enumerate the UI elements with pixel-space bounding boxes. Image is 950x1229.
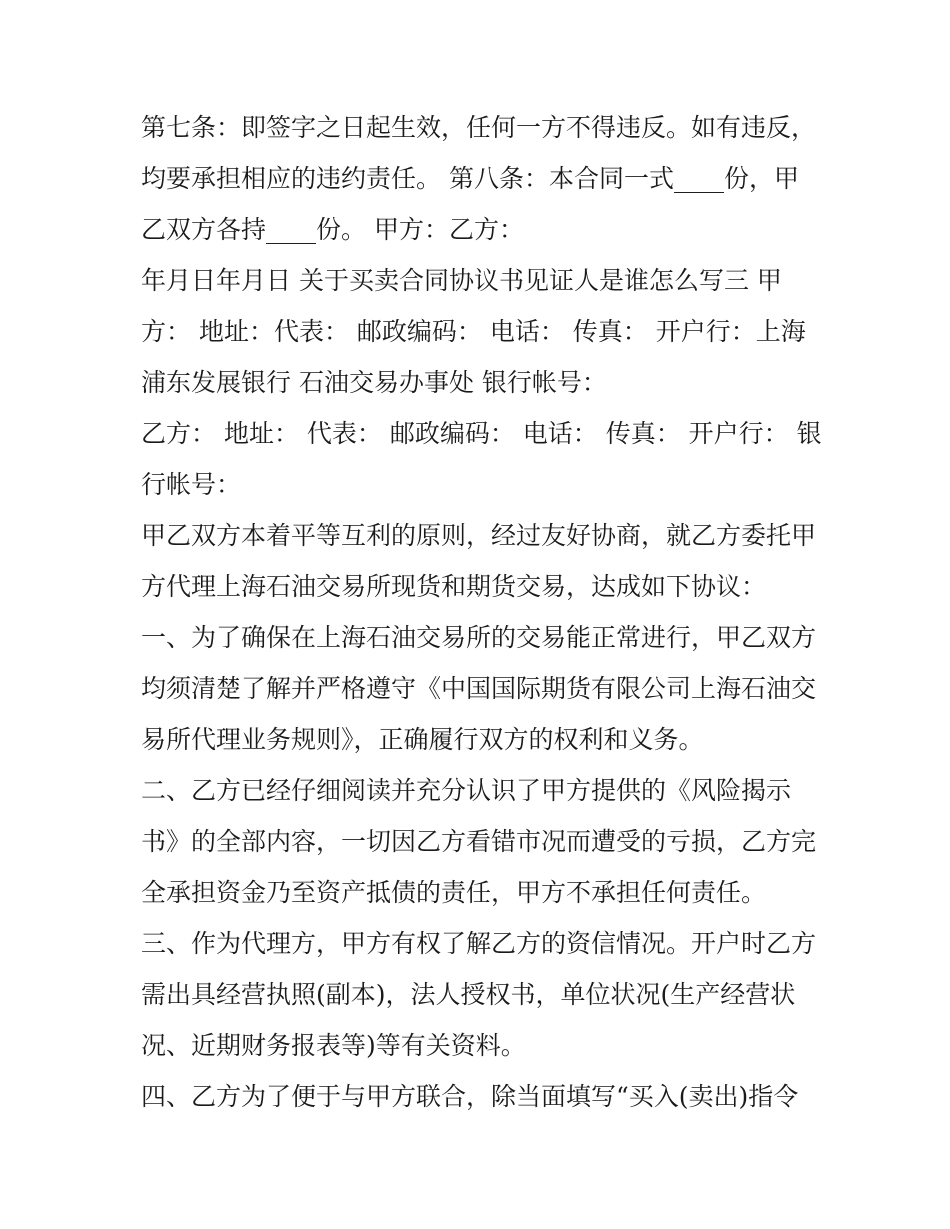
text-line: 三、作为代理方，甲方有权了解乙方的资信情况。开户时乙方 [141, 929, 817, 958]
text-line: 二、乙方已经仔细阅读并充分认识了甲方提供的《风险揭示 [141, 776, 792, 805]
text-line: 浦东发展银行 石油交易办事处 银行帐号： [141, 368, 607, 397]
text-line: 全承担资金乃至资产抵债的责任，甲方不承担任何责任。 [141, 878, 767, 907]
text-line: 需出具经营执照(副本)，法人授权书，单位状况(生产经营状 [141, 980, 796, 1009]
text-line: 均须清楚了解并严格遵守《中国国际期货有限公司上海石油交 [141, 674, 817, 703]
text-line: 行帐号： [141, 470, 242, 499]
text-line: 书》的全部内容，一切因乙方看错市况而遭受的亏损，乙方完 [141, 827, 817, 856]
text-line: 年月日年月日 关于买卖合同协议书见证人是谁怎么写三 甲 [141, 266, 782, 295]
text-line: 况、近期财务报表等)等有关资料。 [141, 1031, 526, 1060]
text-line: 易所代理业务规则》，正确履行双方的权利和义务。 [141, 725, 704, 754]
text-line: 均要承担相应的违约责任。 第八条：本合同一式____份，甲 [141, 164, 799, 193]
text-line: 四、乙方为了便于与甲方联合，除当面填写“买入(卖出)指令 [141, 1082, 799, 1111]
text-line: 乙方： 地址： 代表： 邮政编码： 电话： 传真： 开户行： 银 [141, 419, 822, 448]
text-line: 一、为了确保在上海石油交易所的交易能正常进行，甲乙双方 [141, 623, 817, 652]
text-line: 甲乙双方本着平等互利的原则，经过友好协商，就乙方委托甲 [141, 521, 817, 550]
text-line: 第七条：即签字之日起生效，任何一方不得违反。如有违反， [141, 113, 817, 142]
text-line: 方代理上海石油交易所现货和期货交易，达成如下协议： [141, 572, 767, 601]
text-line: 乙双方各持____份。 甲方：乙方： [141, 215, 524, 244]
text-line: 方： 地址：代表： 邮政编码： 电话： 传真： 开户行：上海 [141, 317, 806, 346]
